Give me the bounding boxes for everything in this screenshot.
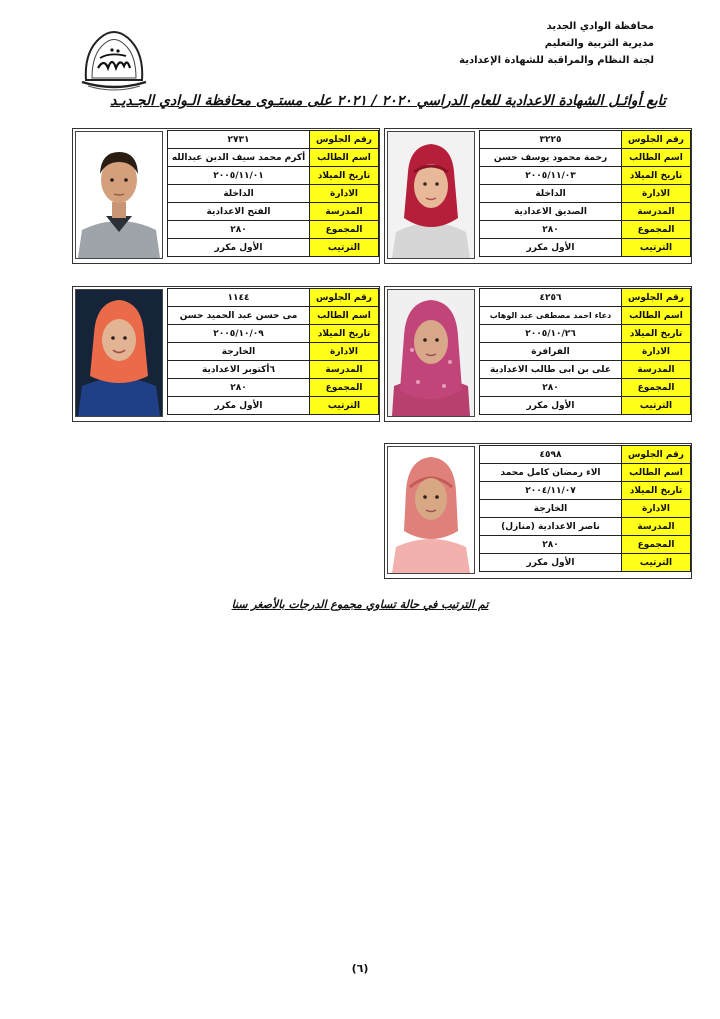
admin-label: الادارة (622, 500, 691, 518)
student-info-table (479, 130, 691, 257)
name-label: اسم الطالب (310, 307, 379, 325)
table-row (480, 536, 691, 554)
student-info-table (479, 445, 691, 572)
table-row (480, 239, 691, 257)
dob-label: تاريخ الميلاد (310, 325, 379, 343)
seat-value: ٢٧٣١ (168, 131, 310, 149)
student-card (72, 128, 380, 264)
school-label: المدرسة (622, 518, 691, 536)
dob-value: ٢٠٠٥/١١/٠٣ (480, 167, 622, 185)
table-row (168, 379, 379, 397)
school-value: الصديق الاعدادية (480, 203, 622, 221)
total-label: المجموع (622, 221, 691, 239)
student-photo (75, 289, 163, 417)
table-row (480, 307, 691, 325)
seat-label: رقم الجلوس (622, 131, 691, 149)
table-row (168, 131, 379, 149)
table-row (168, 397, 379, 415)
table-row (480, 167, 691, 185)
seat-value: ١١٤٤ (168, 289, 310, 307)
ranking-note: تم الترتيب في حالة تساوي مجموع الدرجات بالأصغر سنا (231, 598, 489, 611)
student-info-table (167, 130, 379, 257)
table-row (168, 203, 379, 221)
admin-label: الادارة (622, 185, 691, 203)
school-label: المدرسة (310, 361, 379, 379)
rank-value: الأول مكرر (480, 397, 622, 415)
committee-line: لجنة النظام والمراقبة للشهادة الإعدادية (459, 55, 654, 66)
seat-label: رقم الجلوس (310, 131, 379, 149)
school-value: ٦أكتوبر الاعدادية (168, 361, 310, 379)
table-row (480, 446, 691, 464)
dob-label: تاريخ الميلاد (622, 167, 691, 185)
student-photo (387, 131, 475, 259)
name-value: دعاء احمد مصطفى عبد الوهاب (480, 307, 622, 325)
rank-value: الأول مكرر (480, 239, 622, 257)
table-row (480, 500, 691, 518)
name-value: أكرم محمد سيف الدين عبدالله (168, 149, 310, 167)
dob-label: تاريخ الميلاد (310, 167, 379, 185)
table-row (480, 343, 691, 361)
total-label: المجموع (310, 379, 379, 397)
dob-label: تاريخ الميلاد (622, 482, 691, 500)
school-value: على بن ابى طالب الاعدادية (480, 361, 622, 379)
table-row (480, 464, 691, 482)
name-value: الاء رمضان كامل محمد (480, 464, 622, 482)
rank-label: الترتيب (622, 554, 691, 572)
rank-label: الترتيب (622, 239, 691, 257)
governorate-line: محافظة الوادي الجديد (546, 21, 654, 32)
name-value: رحمة محمود يوسف حسن (480, 149, 622, 167)
table-row (168, 289, 379, 307)
table-row (480, 289, 691, 307)
name-label: اسم الطالب (622, 464, 691, 482)
school-label: المدرسة (310, 203, 379, 221)
table-row (480, 379, 691, 397)
name-label: اسم الطالب (622, 149, 691, 167)
dob-value: ٢٠٠٤/١١/٠٧ (480, 482, 622, 500)
seat-value: ٤٥٩٨ (480, 446, 622, 464)
total-label: المجموع (310, 221, 379, 239)
admin-value: الداخلة (480, 185, 622, 203)
table-row (480, 221, 691, 239)
table-row (168, 239, 379, 257)
school-label: المدرسة (622, 203, 691, 221)
table-row (480, 518, 691, 536)
table-row (168, 167, 379, 185)
rank-value: الأول مكرر (168, 239, 310, 257)
seat-value: ٣٢٢٥ (480, 131, 622, 149)
admin-value: الداخلة (168, 185, 310, 203)
certificate-calligraphy-logo (78, 22, 150, 92)
table-row (480, 397, 691, 415)
school-label: المدرسة (622, 361, 691, 379)
name-label: اسم الطالب (310, 149, 379, 167)
page-number: (٦) (351, 962, 369, 975)
school-value: الفتح الاعدادية (168, 203, 310, 221)
table-row (168, 307, 379, 325)
dob-value: ٢٠٠٥/١٠/٠٩ (168, 325, 310, 343)
rank-label: الترتيب (622, 397, 691, 415)
school-value: ناصر الاعدادية (منازل) (480, 518, 622, 536)
table-row (480, 185, 691, 203)
dob-value: ٢٠٠٥/١٠/٢٦ (480, 325, 622, 343)
table-row (480, 203, 691, 221)
total-value: ٢٨٠ (480, 379, 622, 397)
table-row (168, 325, 379, 343)
table-row (480, 149, 691, 167)
directorate-line: مديرية التربية والتعليم (544, 38, 654, 49)
total-label: المجموع (622, 536, 691, 554)
dob-label: تاريخ الميلاد (622, 325, 691, 343)
table-row (168, 221, 379, 239)
table-row (168, 343, 379, 361)
table-row (480, 482, 691, 500)
student-card (384, 286, 692, 422)
rank-value: الأول مكرر (480, 554, 622, 572)
table-row (480, 325, 691, 343)
student-photo (387, 446, 475, 574)
admin-label: الادارة (310, 343, 379, 361)
rank-value: الأول مكرر (168, 397, 310, 415)
seat-label: رقم الجلوس (622, 289, 691, 307)
admin-value: الفرافرة (480, 343, 622, 361)
student-card (384, 443, 692, 579)
dob-value: ٢٠٠٥/١١/٠١ (168, 167, 310, 185)
table-row (480, 361, 691, 379)
student-photo (75, 131, 163, 259)
seat-label: رقم الجلوس (310, 289, 379, 307)
admin-value: الخارجة (168, 343, 310, 361)
total-value: ٢٨٠ (480, 221, 622, 239)
admin-value: الخارجة (480, 500, 622, 518)
student-card (72, 286, 380, 422)
table-row (168, 185, 379, 203)
name-label: اسم الطالب (622, 307, 691, 325)
admin-label: الادارة (310, 185, 379, 203)
seat-value: ٤٢٥٦ (480, 289, 622, 307)
student-info-table (167, 288, 379, 415)
table-row (480, 554, 691, 572)
total-label: المجموع (622, 379, 691, 397)
header-block (414, 18, 654, 69)
name-value: مى حسن عبد الحميد حسن (168, 307, 310, 325)
student-photo (387, 289, 475, 417)
page-title: تابع أوائـل الشهادة الاعدادية للعام الدراسي ٢٠٢٠ / ٢٠٢١ على مستـوى محافظة الـوادي الجـديـد (110, 93, 666, 109)
rank-label: الترتيب (310, 397, 379, 415)
student-card (384, 128, 692, 264)
seat-label: رقم الجلوس (622, 446, 691, 464)
rank-label: الترتيب (310, 239, 379, 257)
student-info-table (479, 288, 691, 415)
total-value: ٢٨٠ (168, 379, 310, 397)
total-value: ٢٨٠ (480, 536, 622, 554)
table-row (168, 361, 379, 379)
total-value: ٢٨٠ (168, 221, 310, 239)
table-row (168, 149, 379, 167)
table-row (480, 131, 691, 149)
admin-label: الادارة (622, 343, 691, 361)
